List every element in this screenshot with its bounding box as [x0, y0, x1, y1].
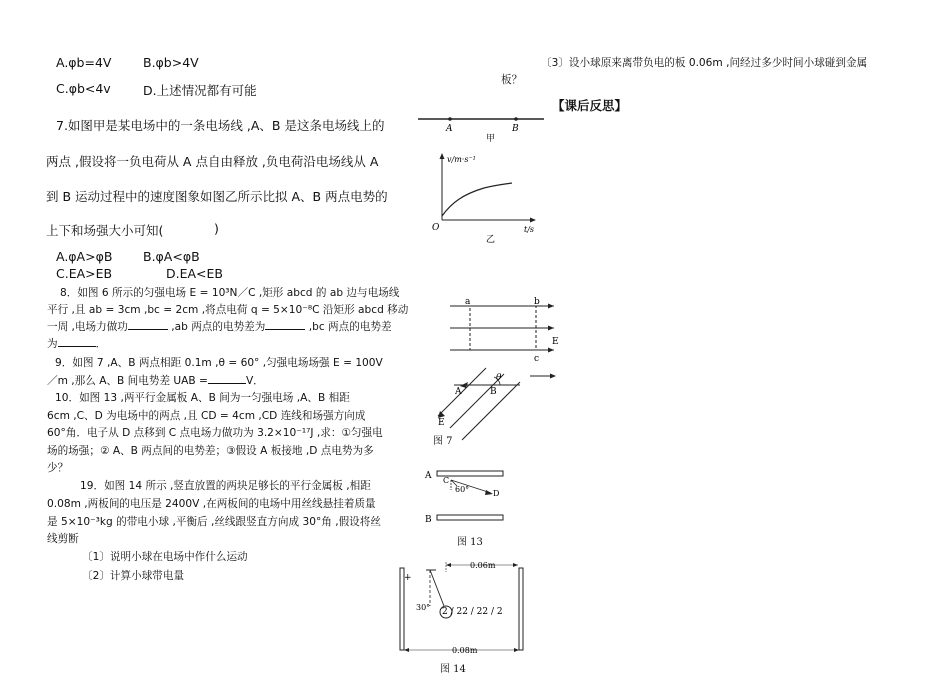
- q6-option-b: B.φb>4V: [143, 55, 199, 70]
- q9-line-2a: ／m ,那么 A、B 间电势差 UAB =: [47, 375, 208, 387]
- q19-line-2: 0.08m ,两板间的电压是 2400V ,在两板间的电场中用丝线悬挂着质量: [47, 498, 376, 510]
- q10-line-1: 10．如图 13 ,两平行金属板 A、B 间为一匀强电场 ,A、B 相距: [55, 392, 350, 404]
- q19-sub-3-line-1: 〔3〕设小球原来离带负电的板 0.06m ,问经过多少时间小球碰到金属: [541, 57, 868, 69]
- q7-line-2: 两点 ,假设将一负电荷从 A 点自由释放 ,负电荷沿电场线从 A: [46, 154, 379, 169]
- q19-sub-3-line-2: 板？: [501, 74, 523, 86]
- q7-point-b-label: B: [512, 124, 519, 134]
- q9-point-b: B: [490, 387, 497, 397]
- q9-figure-caption: 图 7: [433, 436, 453, 447]
- q7-option-a: A.φA>φB: [56, 249, 113, 264]
- q19-figure-caption: 图 14: [440, 664, 466, 675]
- q9-point-a: A: [455, 387, 462, 397]
- q19-figure: [396, 558, 530, 658]
- q19-line-4: 线剪断: [47, 533, 79, 545]
- q10-figure: [423, 466, 509, 526]
- q6-option-c: C.φb<4v: [56, 81, 111, 96]
- q7-line-3: 到 B 运动过程中的速度图象如图乙所示比拟 A、B 两点电势的: [46, 189, 388, 204]
- q10-plate-a: A: [425, 471, 432, 481]
- q8-blank-ubc: [58, 336, 96, 347]
- q19-page-number: 2 / 22 / 22 / 2: [442, 607, 503, 617]
- q9-line-2b: V．: [245, 375, 264, 387]
- q10-figure-caption: 图 13: [457, 537, 483, 548]
- q7-line-4-end: ): [214, 221, 219, 236]
- q10-line-4: 场的场强；② A、B 两点间的电势差；③假设 A 板接地 ,D 点电势为多: [47, 445, 374, 457]
- q8-point-c: c: [534, 354, 540, 364]
- reflection-heading: 【课后反思】: [552, 98, 628, 113]
- q10-line-5: 少？: [47, 462, 69, 474]
- q8-line-1: 8．如图 6 所示的匀强电场 E = 10³N／C ,矩形 abcd 的 ab 边与电场线: [60, 287, 400, 299]
- q7-option-c: C.EA>EB: [56, 266, 113, 281]
- q8-line-3a: 一周 ,电场力做功: [47, 321, 128, 333]
- q8-blank-uab: [265, 319, 305, 330]
- q9-blank-uab: [208, 373, 246, 384]
- q8-line-3c: ,bc 两点的电势差: [305, 321, 392, 333]
- q19-line-3: 是 5×10⁻³kg 的带电小球 ,平衡后 ,丝线跟竖直方向成 30°角 ,假设将丝: [47, 516, 381, 528]
- q7-option-b: B.φA<φB: [143, 249, 200, 264]
- q8-field-e: E: [552, 337, 559, 347]
- q19-line-1: 19．如图 14 所示 ,竖直放置的两块足够长的平行金属板 ,相距: [80, 480, 371, 492]
- q10-plate-b: B: [425, 515, 432, 525]
- q7-yi-xlabel: t/s: [524, 225, 535, 234]
- q19-top-dim: 0.06m: [470, 561, 496, 570]
- q7-fig-yi-label: 乙: [486, 235, 496, 245]
- q10-point-c: C: [443, 476, 450, 485]
- q6-option-d: D.上述情况都有可能: [143, 83, 257, 98]
- q8-point-b: b: [534, 297, 540, 307]
- q7-option-d: D.EA<EB: [166, 266, 223, 281]
- q8-point-a: a: [465, 297, 471, 307]
- q8-line-2: 平行 ,且 ab = 3cm ,bc = 2cm ,将点电荷 q = 5×10⁻⁸C 沿矩形 abcd 移动: [47, 304, 409, 316]
- q7-point-a-label: A: [446, 124, 453, 134]
- q8-figure: [450, 294, 565, 366]
- q8-line-4: [47, 336, 106, 351]
- q19-sub-2: 〔2〕计算小球带电量: [82, 570, 185, 582]
- q19-plus-sign: +: [404, 573, 412, 583]
- q9-line-2: [47, 373, 264, 388]
- q9-field-e: E: [438, 418, 445, 428]
- q8-line-4-text: 为: [47, 338, 58, 350]
- q7-line-4: 上下和场强大小可知(: [46, 223, 164, 238]
- q19-bottom-dim: 0.08m: [452, 646, 478, 655]
- q7-fig-jia-label: 甲: [486, 134, 496, 142]
- q10-point-d: D: [493, 489, 500, 498]
- q8-line-3: [47, 319, 392, 334]
- q7-yi-ylabel: v/m·s⁻¹: [447, 155, 476, 164]
- q8-blank-work: [128, 319, 168, 330]
- q19-angle: 30°: [416, 603, 431, 612]
- q8-line-3b: ,ab 两点的电势差为: [167, 321, 266, 333]
- q9-line-1: 9．如图 7 ,A、B 两点相距 0.1m ,θ = 60° ,匀强电场场强 E = 100V: [55, 357, 383, 369]
- q7-figure-jia: [418, 112, 546, 142]
- q7-figure-yi: [428, 150, 548, 246]
- q9-theta: θ: [496, 373, 502, 383]
- q19-sub-1: 〔1〕说明小球在电场中作什么运动: [82, 551, 248, 563]
- q7-line-1: 7.如图甲是某电场中的一条电场线 ,A、B 是这条电场线上的: [56, 118, 385, 133]
- q10-angle: 60°: [455, 485, 470, 494]
- q10-line-2: 6cm ,C、D 为电场中的两点 ,且 CD = 4cm ,CD 连线和场强方向成: [47, 410, 366, 422]
- q6-option-a: A.φb=4V: [56, 55, 112, 70]
- q7-yi-origin: O: [432, 223, 440, 233]
- q8-line-4-end: ．: [95, 338, 107, 350]
- q10-line-3: 60°角．电子从 D 点移到 C 点电场力做功为 3.2×10⁻¹⁷J ,求：①匀强电: [47, 427, 383, 439]
